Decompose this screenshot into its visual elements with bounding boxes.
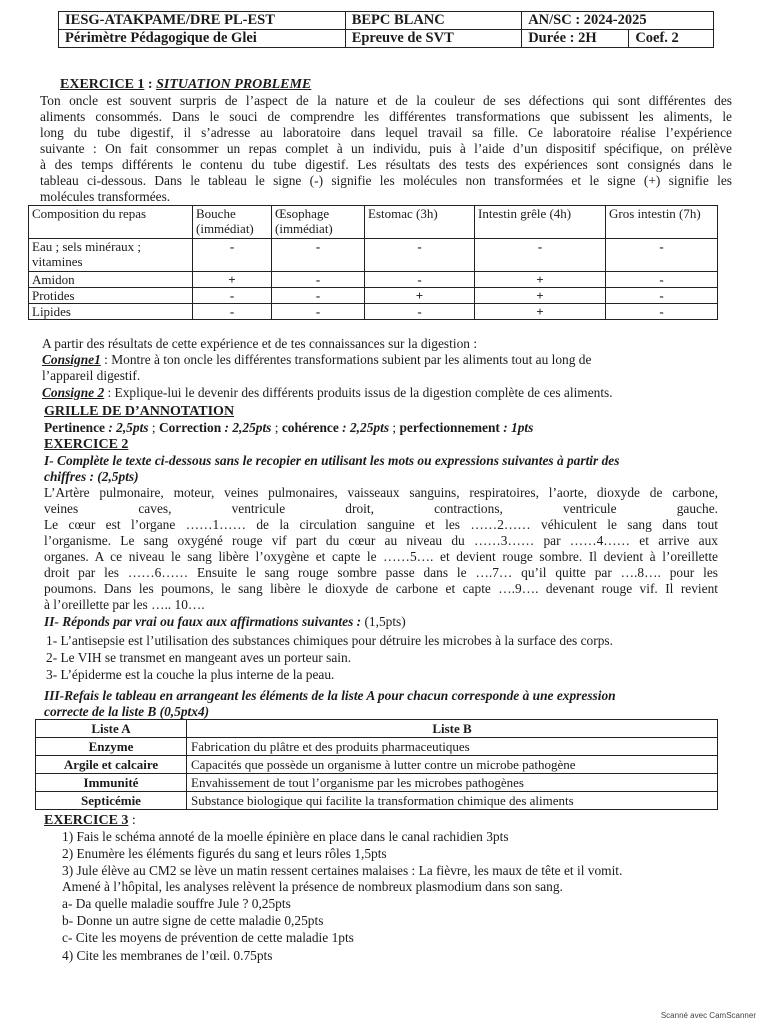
scanner-watermark: Scanné avec CamScanner: [660, 1011, 756, 1020]
consigne-1-label: Consigne1: [42, 352, 101, 367]
true-false-statement: 3- L’épiderme est la couche la plus interne de la peau.: [46, 667, 335, 682]
consigne-2: [42, 385, 613, 401]
ex1-paragraph-line: tableau ci-dessous. Dans le tableau le signe (-) signifie les molécules non transformées et le signe (+) signifie les: [40, 173, 732, 188]
table-cell: -: [475, 239, 606, 272]
table-row: [29, 288, 718, 304]
liste-a-item: Septicémie: [36, 792, 187, 810]
ex2-part3-title: III-Refais le tableau en arrangeant les éléments de la liste A pour chacun corresponde à une expression: [44, 688, 616, 703]
fill-in-text-line: à l’oreillette par les ….. 10….: [44, 597, 205, 612]
epreuve: Epreuve de SVT: [345, 30, 522, 48]
table-row: [36, 774, 718, 792]
table-cell: -: [272, 239, 365, 272]
table-cell: +: [475, 288, 606, 304]
table-row: [29, 304, 718, 320]
header-text: Intestin grêle (4h): [478, 206, 572, 221]
table-cell: -: [272, 304, 365, 320]
table-row: [29, 272, 718, 288]
part-2-points: (1,5pts): [361, 614, 406, 629]
table-cell: -: [193, 304, 272, 320]
header-text: Gros intestin (7h): [609, 206, 701, 221]
question-item: 1) Fais le schéma annoté de la moelle épinière en place dans le canal rachidien 3pts: [62, 829, 509, 844]
school-year: AN/SC : 2024-2025: [522, 12, 714, 30]
header-bouche: [193, 206, 272, 239]
perimetre: Périmètre Pédagogique de Glei: [59, 30, 346, 48]
criterion-label: cohérence: [281, 420, 339, 435]
table-cell: -: [606, 304, 718, 320]
table-cell: -: [365, 304, 475, 320]
criterion-points: : 2,25pts: [221, 420, 272, 435]
consigne-2-label: Consigne 2: [42, 385, 105, 400]
exercise-3-title: [44, 813, 136, 829]
liste-b-item: Substance biologique qui facilite la transformation chimique des aliments: [187, 792, 718, 810]
liste-a-item: Enzyme: [36, 738, 187, 756]
true-false-statement: 2- Le VIH se transmet en mangeant aves un porteur sain.: [46, 650, 352, 665]
header-estomac: [365, 206, 475, 239]
table-cell: -: [606, 288, 718, 304]
liste-b-header: Liste B: [187, 720, 718, 738]
consigne-1-continued: l’appareil digestif.: [42, 368, 141, 383]
table-header-row: [29, 206, 718, 239]
header-text: (immédiat): [275, 221, 333, 236]
row-label: Lipides: [29, 304, 193, 320]
criterion-label: Correction: [158, 420, 222, 435]
exam-header-table: [58, 11, 714, 48]
exercise-1-title: [60, 77, 311, 93]
header-text: Composition du repas: [32, 206, 147, 221]
ex2-part2-title: [44, 614, 406, 630]
duree: Durée : 2H: [522, 30, 629, 48]
ex1-paragraph-line: suivante : On fait consommer un repas complet à un individu, puis à l’aide d’un dispositif spécifique, on prélève: [40, 141, 732, 156]
colon: :: [144, 77, 157, 92]
table-cell: +: [475, 272, 606, 288]
ex1-intro: A partir des résultats de cette expérience et de tes connaissances sur la digestion :: [42, 336, 478, 351]
grille-title: GRILLE DE D’ANNOTATION: [44, 404, 235, 419]
fill-in-text-line: Le cœur est l’organe ……1…… de la circulation sanguine et les ……2…… véhiculent le sang dans tout: [44, 517, 718, 532]
coef: Coef. 2: [629, 30, 714, 48]
exercise-1-subtitle: SITUATION PROBLEME: [156, 77, 312, 92]
table-cell: -: [193, 239, 272, 272]
liste-a-item: Immunité: [36, 774, 187, 792]
word-list: veines caves, ventricule droit, contractions, ventricule gauche.: [44, 501, 718, 516]
table-cell: +: [475, 304, 606, 320]
ex2-part1-title-continued: chiffres : (2,5pts): [44, 469, 139, 484]
table-row: [36, 738, 718, 756]
row-label-text: vitamines: [32, 254, 83, 269]
fill-in-text-line: organes. A ce niveau le sang libère l’oxygène et capte le ……5…. et devient rouge sombre. Il devient à l’oreillette: [44, 549, 718, 564]
separator: ;: [148, 420, 159, 435]
header-text: Œsophage: [275, 206, 330, 221]
digestion-results-table: [28, 205, 718, 320]
table-row: [36, 792, 718, 810]
row-label: Amidon: [29, 272, 193, 288]
separator: ;: [389, 420, 400, 435]
exercise-2-title: EXERCICE 2: [44, 437, 129, 452]
ex2-part3-title-continued: correcte de la liste B (0,5ptx4): [44, 704, 210, 719]
table-row: [36, 756, 718, 774]
exam-title: BEPC BLANC: [345, 12, 522, 30]
question-item-continued: Amené à l’hôpital, les analyses relèvent la présence de nombreux plasmodium dans son sang.: [62, 879, 563, 894]
table-header-row: [36, 720, 718, 738]
header-text: Bouche: [196, 206, 236, 221]
question-item: 4) Cite les membranes de l’œil. 0.75pts: [62, 948, 273, 963]
header-text: (immédiat): [196, 221, 254, 236]
liste-b-item: Fabrication du plâtre et des produits pharmaceutiques: [187, 738, 718, 756]
question-item: 2) Enumère les éléments figurés du sang et leurs rôles 1,5pts: [62, 846, 387, 861]
ex1-paragraph-line: à des temps différents le contenu du tube digestif. Les résultats des tests des expériences sont consignés dans le: [40, 157, 732, 172]
row-label: Protides: [29, 288, 193, 304]
ex1-paragraph-line: long du tube digestif, il s’adresse au laboratoire dans lequel travail sa fille. Ce laboratoire réalise l’expérience: [40, 125, 732, 140]
ex1-paragraph-line: molécules transformées.: [40, 189, 171, 204]
header-intestin-grele: [475, 206, 606, 239]
liste-b-item: Envahissement de tout l’organisme par les microbes pathogènes: [187, 774, 718, 792]
table-cell: -: [365, 272, 475, 288]
header-text: Estomac (3h): [368, 206, 438, 221]
exercise-1-label: EXERCICE 1: [60, 77, 145, 92]
table-cell: -: [272, 272, 365, 288]
table-cell: -: [193, 288, 272, 304]
criterion-points: : 1pts: [499, 420, 534, 435]
liste-a-header: Liste A: [36, 720, 187, 738]
ex2-part1-title: I- Complète le texte ci-dessous sans le recopier en utilisant les mots ou expressions suivantes à partir des: [44, 453, 620, 468]
table-cell: -: [365, 239, 475, 272]
consigne-2-text: : Explique-lui le devenir des différents produits issus de la digestion complète de ces aliments.: [104, 385, 613, 400]
true-false-statement: 1- L’antisepsie est l’utilisation des substances chimiques pour détruire les microbes à la surface des corps.: [46, 633, 613, 648]
matching-table: [35, 719, 718, 810]
table-cell: -: [606, 272, 718, 288]
ex1-paragraph-line: Ton oncle est souvent surpris de l’aspect de la nature et de la couleur de ses défections qui sont différentes des: [40, 93, 732, 108]
consigne-1: [42, 352, 591, 368]
sub-question: b- Donne un autre signe de cette maladie 0,25pts: [62, 913, 324, 928]
sub-question: c- Cite les moyens de prévention de cette maladie 1pts: [62, 930, 354, 945]
table-cell: -: [606, 239, 718, 272]
liste-a-item: Argile et calcaire: [36, 756, 187, 774]
header-oesophage: [272, 206, 365, 239]
school-name: IESG-ATAKPAME/DRE PL-EST: [59, 12, 346, 30]
liste-b-item: Capacités que possède un organisme à lutter contre un microbe pathogène: [187, 756, 718, 774]
question-item: 3) Jule élève au CM2 se lève un matin ressent certaines malaises : La fièvre, les maux de tête et il vomit.: [62, 863, 623, 878]
table-cell: +: [193, 272, 272, 288]
consigne-1-text: : Montre à ton oncle les différentes transformations subient par les aliments tout au long de: [100, 352, 592, 367]
criterion-label: perfectionnement: [399, 420, 500, 435]
grille-criteria: [44, 420, 533, 436]
fill-in-text-line: droit par les ……6…… Ensuite le sang rouge sombre passe dans le ….7… qu’il quitte par ….8…. pour les: [44, 565, 718, 580]
row-label-text: Eau ; sels minéraux ;: [32, 239, 142, 254]
ex1-paragraph-line: aliments consommés. Dans le souci de comprendre les différentes transformations que subissent les aliments, le: [40, 109, 732, 124]
criterion-points: : 2,5pts: [104, 420, 149, 435]
criterion-label: Pertinence: [44, 420, 105, 435]
word-list: L’Artère pulmonaire, moteur, veines pulmonaires, vaisseaux sanguins, respiratoires, l’aorte, dioxyde de carbone,: [44, 485, 718, 500]
table-row: [29, 239, 718, 272]
sub-question: a- Da quelle maladie souffre Jule ? 0,25pts: [62, 896, 291, 911]
header-composition: [29, 206, 193, 239]
criterion-points: : 2,25pts: [338, 420, 390, 435]
fill-in-text-line: poumons. Dans les poumons, le sang libère le dioxyde de carbone et capte ….9…. devenant rouge vif. Il revient: [44, 581, 718, 596]
part-2-title-text: II- Réponds par vrai ou faux aux affirmations suivantes :: [44, 614, 362, 629]
separator: ;: [271, 420, 282, 435]
row-label: [29, 239, 193, 272]
exercise-3-label: EXERCICE 3: [44, 813, 129, 828]
colon: :: [128, 813, 136, 828]
fill-in-text-line: l’organisme. Le sang oxygéné rouge vif part du cœur au niveau du ……3…… par ……4…… et arrive aux: [44, 533, 718, 548]
header-gros-intestin: [606, 206, 718, 239]
table-cell: -: [272, 288, 365, 304]
table-cell: +: [365, 288, 475, 304]
